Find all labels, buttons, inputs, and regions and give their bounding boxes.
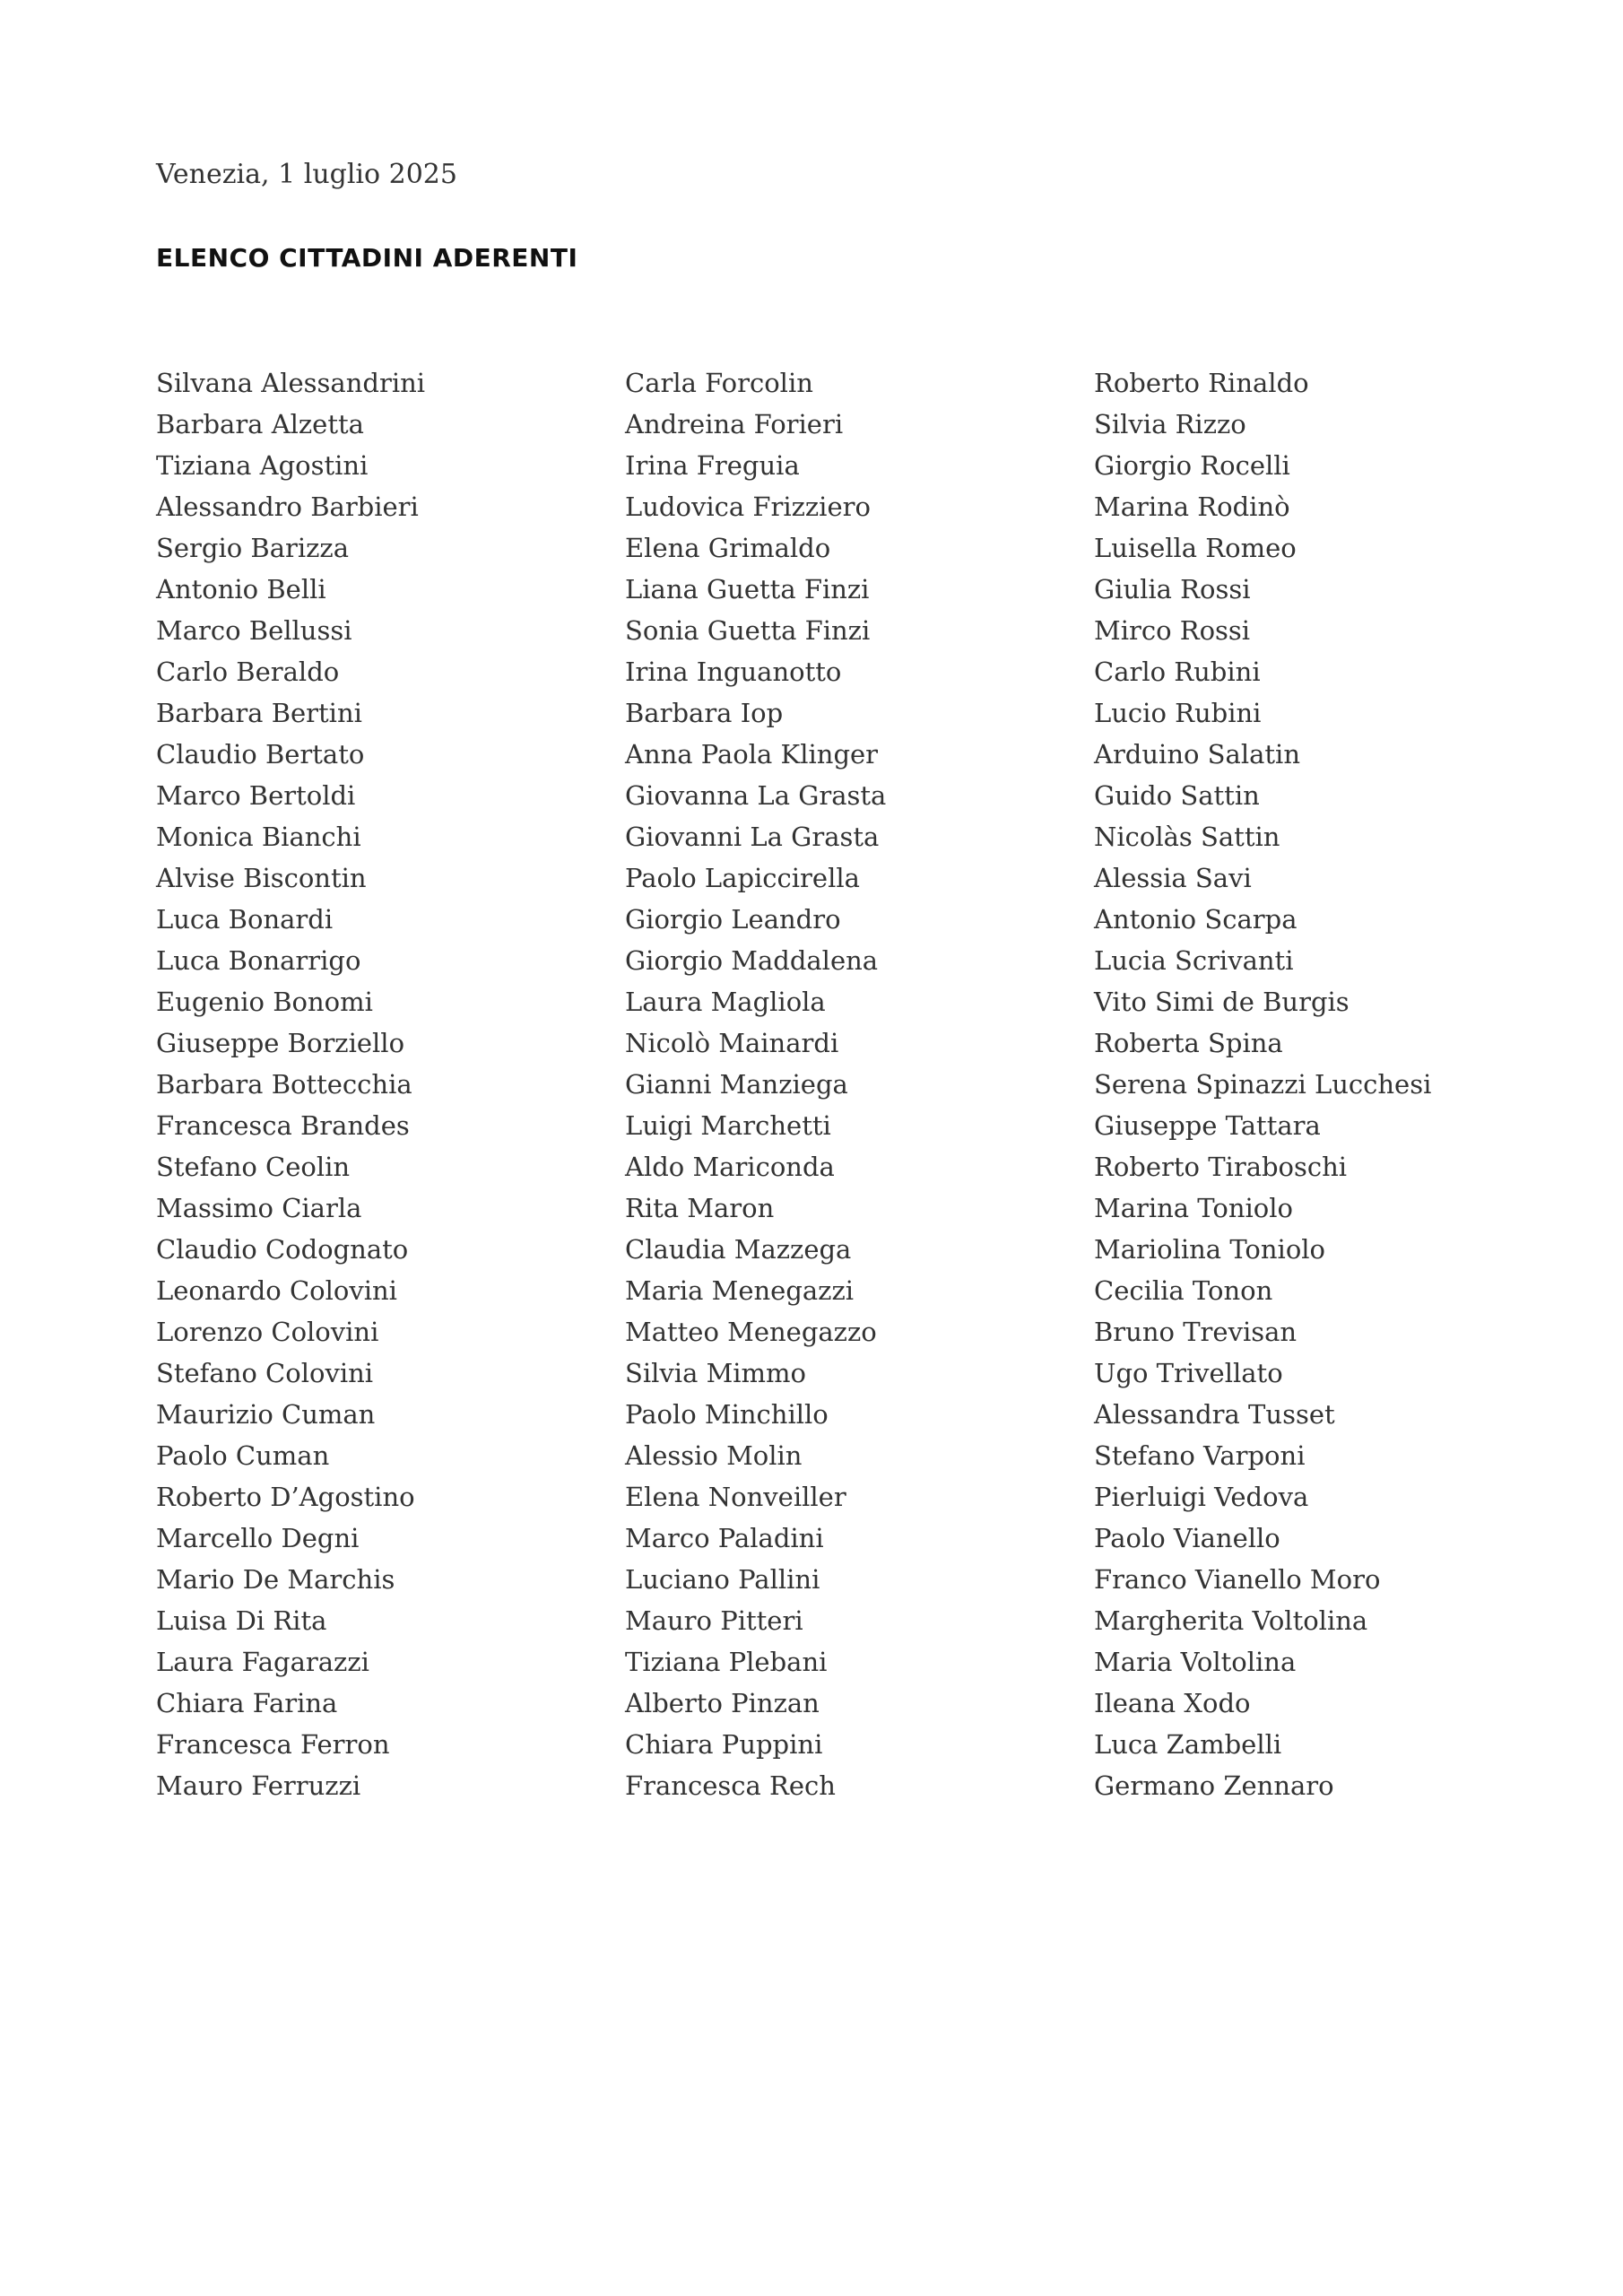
name-entry: Stefano Colovini bbox=[156, 1358, 374, 1388]
name-entry: Francesca Ferron bbox=[156, 1729, 390, 1760]
name-entry: Roberta Spina bbox=[1094, 1028, 1283, 1058]
name-entry: Vito Simi de Burgis bbox=[1094, 987, 1350, 1017]
name-entry: Alberto Pinzan bbox=[625, 1688, 820, 1718]
document-heading: ELENCO CITTADINI ADERENTI bbox=[156, 243, 578, 273]
name-entry: Mariolina Toniolo bbox=[1094, 1234, 1326, 1265]
name-entry: Giorgio Rocelli bbox=[1094, 450, 1290, 481]
name-entry: Marcello Degni bbox=[156, 1523, 360, 1553]
name-entry: Sergio Barizza bbox=[156, 533, 349, 563]
name-entry: Claudia Mazzega bbox=[625, 1234, 852, 1265]
name-entry: Claudio Bertato bbox=[156, 739, 365, 770]
name-entry: Liana Guetta Finzi bbox=[625, 574, 870, 604]
name-entry: Paolo Vianello bbox=[1094, 1523, 1280, 1553]
name-entry: Cecilia Tonon bbox=[1094, 1275, 1273, 1306]
name-entry: Mario De Marchis bbox=[156, 1564, 395, 1595]
name-entry: Tiziana Agostini bbox=[156, 450, 369, 481]
name-entry: Stefano Ceolin bbox=[156, 1152, 351, 1182]
name-entry: Luisa Di Rita bbox=[156, 1605, 327, 1636]
name-entry: Silvia Mimmo bbox=[625, 1358, 807, 1388]
name-entry: Maria Voltolina bbox=[1094, 1647, 1297, 1677]
name-entry: Irina Freguia bbox=[625, 450, 800, 481]
name-entry: Giorgio Leandro bbox=[625, 904, 841, 935]
name-entry: Eugenio Bonomi bbox=[156, 987, 373, 1017]
name-entry: Bruno Trevisan bbox=[1094, 1317, 1298, 1347]
name-entry: Luigi Marchetti bbox=[625, 1110, 831, 1141]
name-entry: Antonio Scarpa bbox=[1094, 904, 1298, 935]
name-entry: Luca Bonarrigo bbox=[156, 945, 361, 976]
name-entry: Lorenzo Colovini bbox=[156, 1317, 379, 1347]
name-entry: Barbara Alzetta bbox=[156, 409, 364, 439]
name-entry: Barbara Bottecchia bbox=[156, 1069, 412, 1100]
name-entry: Francesca Brandes bbox=[156, 1110, 410, 1141]
name-entry: Anna Paola Klinger bbox=[625, 739, 879, 770]
name-entry: Paolo Cuman bbox=[156, 1440, 330, 1471]
name-entry: Luisella Romeo bbox=[1094, 533, 1297, 563]
name-entry: Nicolò Mainardi bbox=[625, 1028, 839, 1058]
name-entry: Pierluigi Vedova bbox=[1094, 1482, 1309, 1512]
name-entry: Tiziana Plebani bbox=[625, 1647, 828, 1677]
name-entry: Roberto D’Agostino bbox=[156, 1482, 415, 1512]
name-entry: Mirco Rossi bbox=[1094, 615, 1251, 646]
name-entry: Giuseppe Borziello bbox=[156, 1028, 405, 1058]
name-entry: Germano Zennaro bbox=[1094, 1770, 1334, 1801]
name-entry: Antonio Belli bbox=[156, 574, 326, 604]
name-entry: Paolo Lapiccirella bbox=[625, 863, 860, 893]
document-date: Venezia, 1 luglio 2025 bbox=[156, 159, 457, 190]
name-entry: Barbara Bertini bbox=[156, 698, 362, 728]
name-entry: Ugo Trivellato bbox=[1094, 1358, 1283, 1388]
name-entry: Leonardo Colovini bbox=[156, 1275, 397, 1306]
name-entry: Luca Bonardi bbox=[156, 904, 334, 935]
name-entry: Gianni Manziega bbox=[625, 1069, 848, 1100]
name-entry: Roberto Rinaldo bbox=[1094, 368, 1309, 398]
name-entry: Marco Bellussi bbox=[156, 615, 352, 646]
name-entry: Franco Vianello Moro bbox=[1094, 1564, 1381, 1595]
name-entry: Claudio Codognato bbox=[156, 1234, 409, 1265]
name-entry: Roberto Tiraboschi bbox=[1094, 1152, 1348, 1182]
name-entry: Barbara Iop bbox=[625, 698, 784, 728]
name-entry: Silvana Alessandrini bbox=[156, 368, 426, 398]
name-entry: Marco Bertoldi bbox=[156, 780, 356, 811]
name-entry: Giovanni La Grasta bbox=[625, 822, 880, 852]
name-entry: Francesca Rech bbox=[625, 1770, 836, 1801]
name-entry: Alessandro Barbieri bbox=[156, 491, 419, 522]
name-entry: Chiara Puppini bbox=[625, 1729, 823, 1760]
name-entry: Carla Forcolin bbox=[625, 368, 813, 398]
name-entry: Irina Inguanotto bbox=[625, 657, 842, 687]
name-entry: Marina Toniolo bbox=[1094, 1193, 1294, 1223]
name-entry: Sonia Guetta Finzi bbox=[625, 615, 871, 646]
name-entry: Maurizio Cuman bbox=[156, 1399, 376, 1430]
name-entry: Stefano Varponi bbox=[1094, 1440, 1306, 1471]
name-entry: Arduino Salatin bbox=[1094, 739, 1301, 770]
name-entry: Giulia Rossi bbox=[1094, 574, 1251, 604]
name-entry: Alessio Molin bbox=[625, 1440, 803, 1471]
name-entry: Laura Fagarazzi bbox=[156, 1647, 369, 1677]
name-entry: Mauro Ferruzzi bbox=[156, 1770, 361, 1801]
name-entry: Marina Rodinò bbox=[1094, 491, 1290, 522]
name-entry: Giovanna La Grasta bbox=[625, 780, 887, 811]
name-entry: Elena Nonveiller bbox=[625, 1482, 846, 1512]
name-entry: Silvia Rizzo bbox=[1094, 409, 1246, 439]
name-entry: Margherita Voltolina bbox=[1094, 1605, 1368, 1636]
name-entry: Chiara Farina bbox=[156, 1688, 338, 1718]
name-entry: Andreina Forieri bbox=[625, 409, 844, 439]
name-entry: Giorgio Maddalena bbox=[625, 945, 879, 976]
name-entry: Serena Spinazzi Lucchesi bbox=[1094, 1069, 1432, 1100]
name-entry: Monica Bianchi bbox=[156, 822, 361, 852]
names-column-1 bbox=[156, 362, 425, 1806]
names-column-3 bbox=[1094, 362, 1431, 1806]
name-entry: Laura Magliola bbox=[625, 987, 826, 1017]
name-entry: Marco Paladini bbox=[625, 1523, 824, 1553]
name-entry: Elena Grimaldo bbox=[625, 533, 831, 563]
name-entry: Rita Maron bbox=[625, 1193, 775, 1223]
name-entry: Mauro Pitteri bbox=[625, 1605, 803, 1636]
name-entry: Lucio Rubini bbox=[1094, 698, 1262, 728]
name-entry: Luca Zambelli bbox=[1094, 1729, 1282, 1760]
name-entry: Lucia Scrivanti bbox=[1094, 945, 1294, 976]
name-entry: Alvise Biscontin bbox=[156, 863, 367, 893]
name-entry: Massimo Ciarla bbox=[156, 1193, 362, 1223]
name-entry: Carlo Rubini bbox=[1094, 657, 1261, 687]
name-entry: Ileana Xodo bbox=[1094, 1688, 1251, 1718]
name-entry: Matteo Menegazzo bbox=[625, 1317, 877, 1347]
names-column-2 bbox=[625, 362, 886, 1806]
name-entry: Maria Menegazzi bbox=[625, 1275, 855, 1306]
name-entry: Giuseppe Tattara bbox=[1094, 1110, 1321, 1141]
name-entry: Ludovica Frizziero bbox=[625, 491, 871, 522]
name-entry: Nicolàs Sattin bbox=[1094, 822, 1280, 852]
name-entry: Paolo Minchillo bbox=[625, 1399, 829, 1430]
name-entry: Alessia Savi bbox=[1094, 863, 1252, 893]
name-entry: Alessandra Tusset bbox=[1094, 1399, 1335, 1430]
name-entry: Carlo Beraldo bbox=[156, 657, 340, 687]
name-entry: Luciano Pallini bbox=[625, 1564, 820, 1595]
name-entry: Guido Sattin bbox=[1094, 780, 1260, 811]
name-entry: Aldo Mariconda bbox=[625, 1152, 835, 1182]
